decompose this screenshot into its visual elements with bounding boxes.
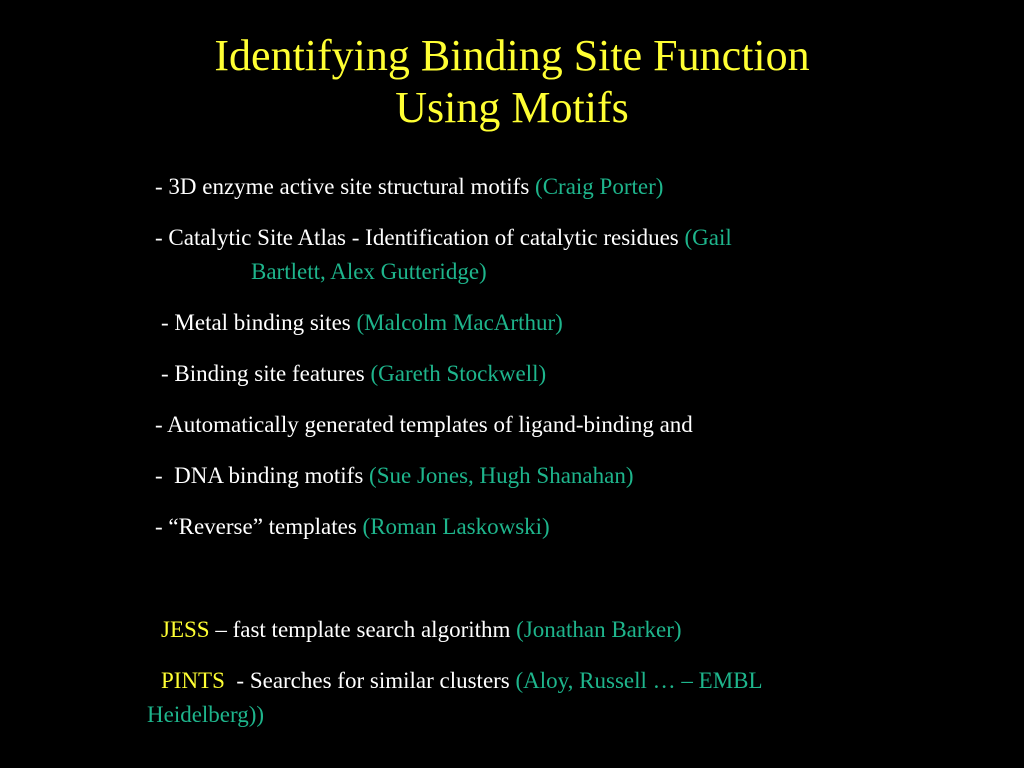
tool-text: – fast template search algorithm bbox=[209, 617, 517, 642]
bullet-text: - 3D enzyme active site structural motifs bbox=[155, 174, 536, 199]
bullet-credit: (Gareth Stockwell) bbox=[370, 361, 547, 386]
bullet-text: - “Reverse” templates bbox=[155, 514, 363, 539]
bullet-text: - Metal binding sites bbox=[161, 310, 357, 335]
tool-item bbox=[161, 664, 763, 698]
bullet-item bbox=[155, 170, 663, 204]
slide-title-line-1: Identifying Binding Site Function bbox=[214, 31, 810, 80]
tool-credit-continuation: Heidelberg)) bbox=[147, 702, 265, 727]
tool-name: JESS bbox=[161, 617, 210, 642]
tool-item bbox=[161, 613, 682, 647]
bullet-credit: (Malcolm MacArthur) bbox=[356, 310, 563, 335]
bullet-credit: (Craig Porter) bbox=[535, 174, 664, 199]
bullet-credit: (Sue Jones, Hugh Shanahan) bbox=[369, 463, 634, 488]
bullet-item bbox=[161, 306, 563, 340]
bullet-item bbox=[161, 357, 546, 391]
bullet-credit: (Roman Laskowski) bbox=[362, 514, 550, 539]
bullet-text: - DNA binding motifs bbox=[155, 463, 370, 488]
tool-name: PINTS bbox=[161, 668, 225, 693]
bullet-item bbox=[155, 459, 634, 493]
tool-credit: (Aloy, Russell … – EMBL bbox=[515, 668, 763, 693]
bullet-text: - Automatically generated templates of ligand-binding and bbox=[155, 412, 693, 437]
tool-credit: (Jonathan Barker) bbox=[516, 617, 682, 642]
bullet-item bbox=[155, 221, 732, 255]
bullet-credit: (Gail bbox=[684, 225, 732, 250]
bullet-item bbox=[155, 408, 693, 442]
bullet-item bbox=[155, 510, 550, 544]
tool-text: - Searches for similar clusters bbox=[224, 668, 516, 693]
slide-title bbox=[0, 30, 1024, 134]
slide-title-line-2: Using Motifs bbox=[395, 83, 629, 132]
bullet-text: - Catalytic Site Atlas - Identification of catalytic residues bbox=[155, 225, 685, 250]
bullet-credit-continuation: Bartlett, Alex Gutteridge) bbox=[251, 259, 487, 284]
bullet-text: - Binding site features bbox=[161, 361, 371, 386]
